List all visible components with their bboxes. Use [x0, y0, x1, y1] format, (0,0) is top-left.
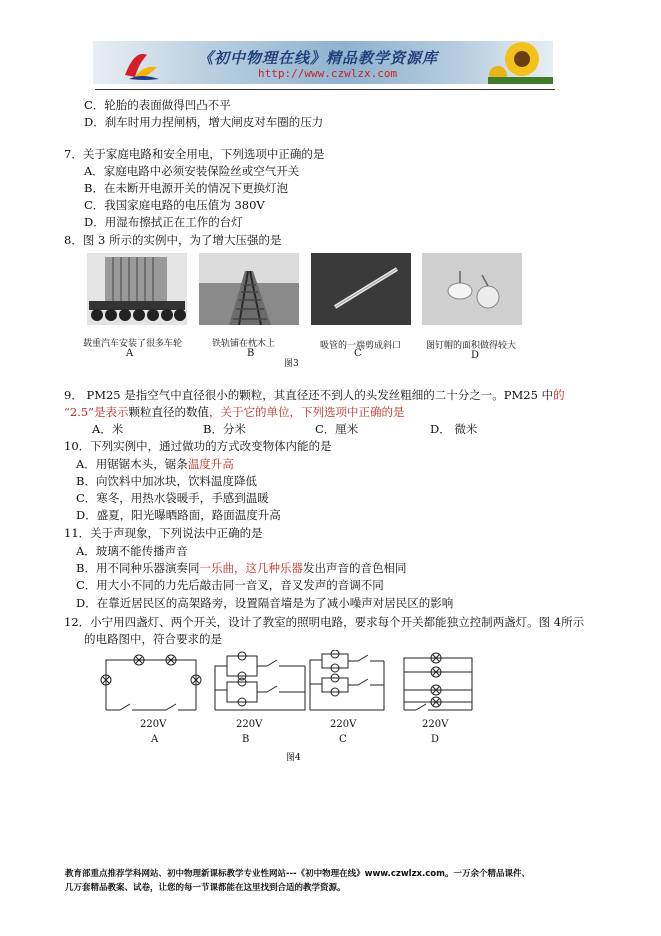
- q8-caption-d: 图钉帽的面积做得较大: [426, 341, 517, 351]
- footer-line1: 教育部重点推荐学科网站、初中物理新课标教学专业性网站---《初中物理在线》www.czwlzx.com。一万余个精品课件、: [65, 869, 530, 879]
- q11-option-d: D．在靠近居民区的高架路旁，设置隔音墙是为了减小噪声对居民区的影响: [76, 596, 454, 610]
- circuit-letter-b: B: [242, 734, 250, 745]
- q10-option-c: C．寒冬，用热水袋暖手，手感到温暖: [76, 491, 269, 505]
- header-banner: [93, 41, 553, 84]
- circuit-letter-d: D: [431, 734, 440, 745]
- q9-line2-red-b: ，关于它的单位，下列选项中正确的是: [209, 405, 405, 419]
- q10-option-a-text: A．用锯锯木头，锯条: [76, 457, 188, 471]
- circuit-d-voltage: 220V: [422, 719, 449, 730]
- thumbtack-photo: [422, 253, 522, 325]
- q10-stem: 10．下列实例中，通过做功的方式改变物体内能的是: [64, 439, 332, 453]
- q12-figure-label: 图4: [286, 753, 301, 763]
- q9-option-b: B．分米: [203, 422, 246, 436]
- q10-option-b: B．向饮料中加冰块，饮料温度降低: [76, 474, 257, 488]
- header-rule: [95, 89, 555, 90]
- q9-option-d: D． 微米: [430, 422, 478, 436]
- q9-line2: [64, 404, 405, 420]
- circuit-d-diagram: [396, 650, 508, 732]
- q8-letter-a: A: [126, 348, 134, 359]
- q7-option-c: C．我国家庭电路的电压值为 380V: [84, 198, 265, 212]
- circuit-b-voltage: 220V: [236, 719, 263, 730]
- q8-letter-d: D: [471, 350, 480, 361]
- q11-option-b-text-b: 发出声音的音色相同: [302, 561, 407, 575]
- q12-line1: 12．小宁用四盏灯、两个开关，设计了教室的照明电路，要求每个开关都能独立控制两盏灯。图 4所示: [64, 615, 585, 629]
- banner-url[interactable]: http://www.czwlzx.com: [258, 67, 398, 80]
- q11-option-c: C．用大小不同的力先后敲击同一音叉，音叉发声的音调不同: [76, 578, 384, 592]
- q11-stem: 11．关于声现象，下列说法中正确的是: [64, 526, 263, 540]
- q9-line1-red: 的: [553, 388, 565, 402]
- q7-stem: 7．关于家庭电路和安全用电，下列选项中正确的是: [64, 147, 325, 161]
- q9-line2-red-a: “2.5”是表示: [64, 405, 129, 419]
- q10-option-a: [76, 456, 234, 472]
- q7-option-b: B．在未断开电源开关的情况下更换灯泡: [84, 181, 288, 195]
- q9-line1-text: 9． PM25 是指空气中直径很小的颗粒，其直径还不到人的头发丝粗细的二十分之一。PM25 中: [64, 388, 554, 402]
- railway-photo: [199, 253, 299, 325]
- circuit-letter-a: A: [151, 734, 159, 745]
- truck-photo: [87, 253, 187, 325]
- q10-option-a-red: 温度升高: [187, 457, 234, 471]
- q9-option-c: C．厘米: [315, 422, 359, 436]
- q7-option-d: D．用湿布擦拭正在工作的台灯: [84, 215, 243, 229]
- circuit-letter-c: C: [339, 734, 347, 745]
- q8-letter-b: B: [247, 348, 255, 359]
- q11-option-a: A．玻璃不能传播声音: [76, 544, 188, 558]
- q9-line2-text: 颗粒直径的数值: [128, 405, 210, 419]
- straw-photo: [311, 253, 411, 325]
- q8-letter-c: C: [354, 348, 362, 359]
- q9-line1: [64, 387, 565, 403]
- banner-title: 《初中物理在线》精品教学资源库: [198, 49, 439, 67]
- q10-option-d: D．盛夏，阳光曝晒路面，路面温度升高: [76, 508, 281, 522]
- prev-option-d: D．刹车时用力捏闸柄，增大闸皮对车圈的压力: [84, 115, 324, 129]
- q12-line2: 的电路图中，符合要求的是: [84, 632, 222, 646]
- q8-caption-c: 吸管的一端剪成斜口: [320, 341, 402, 351]
- prev-option-c: C．轮胎的表面做得凹凸不平: [84, 98, 231, 112]
- q9-option-a: A．米: [92, 422, 124, 436]
- sunflower-icon: [488, 41, 553, 84]
- q11-option-b-red: 一乐曲，这几种乐器: [199, 561, 303, 575]
- site-logo-icon: [121, 45, 163, 81]
- q8-figure-label: 图3: [284, 359, 299, 369]
- q8-stem: 8．图 3 所示的实例中，为了增大压强的是: [64, 233, 282, 247]
- footer-line2: 几万套精品教案、试卷，让您的每一节课都能在这里找到合适的教学资源。: [65, 883, 346, 893]
- q7-option-a: A．家庭电路中必须安装保险丝或空气开关: [84, 164, 300, 178]
- q11-option-b-text-a: B．用不同种乐器演奏同: [76, 561, 200, 575]
- circuit-a-voltage: 220V: [140, 719, 167, 730]
- q8-caption-b: 铁轨铺在枕木上: [212, 339, 276, 349]
- q11-option-b: [76, 560, 406, 576]
- circuit-c-voltage: 220V: [330, 719, 357, 730]
- q8-caption-a: 载重汽车安装了很多车轮: [83, 339, 183, 349]
